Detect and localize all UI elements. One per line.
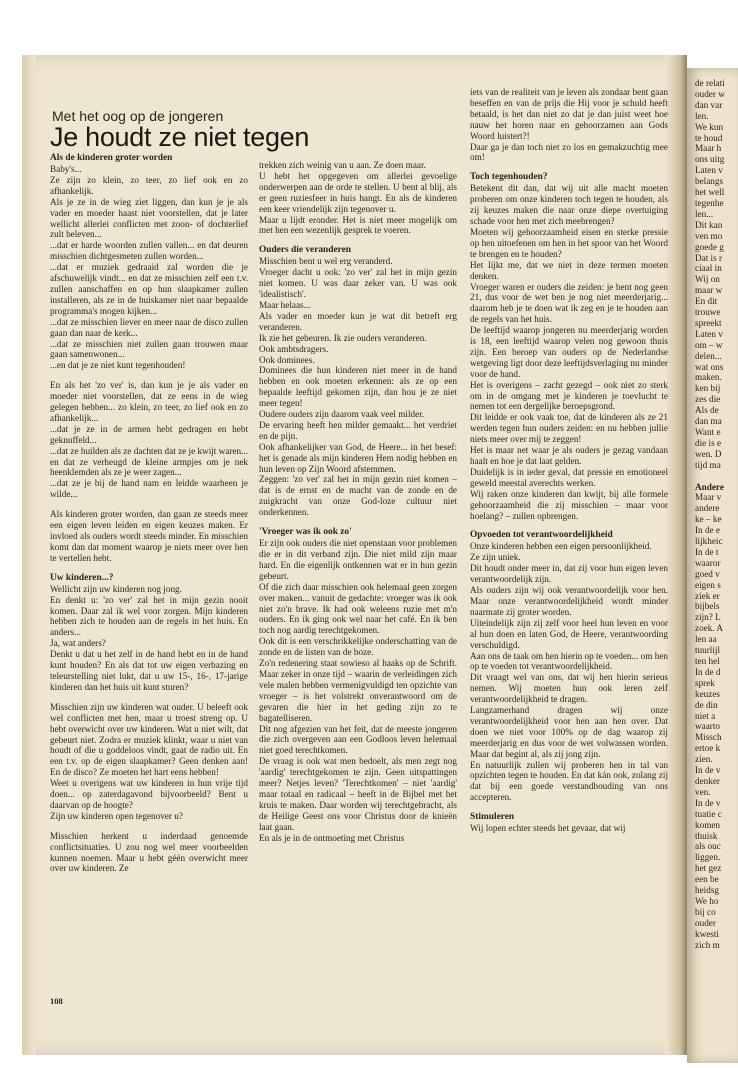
- paragraph: Ook dominees.: [259, 354, 315, 365]
- paragraph: Ook afhankelijker van God, de Heere... in het besef: het is genade als mijn kinderen Hem nodig hebben en hun leven op Zijn Woord afstemmen.: [259, 441, 457, 474]
- paragraph: Het is overigens – zacht gezegd – ook niet zo sterk om in de omgang met je kinderen je toevlucht te nemen tot een dergelijke beroepsgrond.: [470, 379, 668, 412]
- adjacent-text-fragment: ciaal in: [695, 263, 722, 274]
- paragraph: ...dat ze huilden als ze dachten dat ze je kwijt waren... en dat ze verheugd de kleine armpjes om je nek heenklemden als ze je weer zagen...: [50, 445, 248, 478]
- adjacent-text-fragment: Laten v: [695, 328, 723, 339]
- paragraph: Maar helaas...: [259, 299, 311, 310]
- adjacent-text-fragment: In de v: [695, 797, 721, 808]
- section-heading: Stimuleren: [470, 812, 515, 823]
- adjacent-text-fragment: In de v: [695, 765, 721, 776]
- paragraph: Daar ga je dan toch niet zo los en gemakzuchtig mee om!: [470, 141, 668, 163]
- adjacent-text-fragment: om – w: [695, 339, 723, 350]
- adjacent-text-fragment: trouwe: [695, 307, 721, 318]
- paragraph: Dit nog afgezien van het feit, dat de meeste jongeren die zich overgeven aan een Godloos leven helemaal niet goed terechtkomen.: [259, 723, 457, 756]
- section-heading: Opvoeden tot verantwoordelijkheid: [470, 530, 613, 541]
- adjacent-text-fragment: ven.: [695, 786, 711, 797]
- paragraph: En denkt u: 'zo ver' zal het in mijn gezin nooit komen. Daar zal ik wel voor zorgen. Mijn kinderen hebben zich te houden aan de regels in het huis. En anders...: [50, 594, 248, 638]
- adjacent-text-fragment: len...: [695, 208, 714, 219]
- adjacent-text-fragment: te houd: [695, 132, 723, 143]
- page-edge-shadow: [22, 55, 36, 1055]
- paragraph: Ze zijn uniek.: [470, 552, 521, 563]
- adjacent-text-fragment: een be: [695, 874, 719, 885]
- paragraph: En als je in de ontmoeting met Christus: [259, 832, 405, 843]
- article-column-3: [470, 87, 668, 834]
- paragraph: Het is maar net waar je als ouders je gezag vandaan haalt en hoe je dat laat gelden.: [470, 445, 668, 466]
- paragraph: ...dat je ze in de armen hebt gedragen en hebt geknuffeld...: [50, 423, 248, 445]
- paragraph: Onze kinderen hebben een eigen persoonlijkheid.: [470, 541, 652, 552]
- adjacent-text-fragment: sprek: [695, 677, 715, 688]
- adjacent-text-fragment: Dat is r: [695, 252, 723, 263]
- adjacent-text-fragment: len.: [695, 110, 709, 121]
- paragraph: Als kinderen groter worden, dan gaan ze steeds meer een eigen leven leiden en eigen keuzes maken. Er invloed als ouders wordt steeds minder. En misschien komt dan dat moment waarop je niets meer over hen te vertellen hebt.: [50, 509, 248, 563]
- adjacent-text-fragment: Als de: [695, 405, 719, 416]
- adjacent-text-fragment: keuzes: [695, 688, 720, 699]
- paragraph: Baby's...: [50, 164, 82, 174]
- paragraph: Moeten wij gehoorzaamheid eisen en sterke pressie op hen uitoefenen om hen in het spoor van het Woord te brengen en te houden?: [470, 226, 668, 259]
- adjacent-text-fragment: als ouc: [695, 841, 721, 852]
- adjacent-text-fragment: het well: [695, 187, 725, 198]
- adjacent-text-fragment: komen: [695, 819, 721, 830]
- adjacent-heading-fragment: Andere: [695, 481, 724, 492]
- adjacent-text-fragment: de relati: [695, 78, 725, 88]
- paragraph: Duidelijk is in ieder geval, dat pressie en emotioneel geweld meestal averechts werken.: [470, 466, 668, 488]
- adjacent-text-fragment: kwesti: [695, 928, 719, 939]
- article-kicker: Met het oog op de jongeren: [52, 108, 224, 124]
- adjacent-text-fragment: Maar h: [695, 143, 722, 154]
- paragraph: Zijn uw kinderen open tegenover u?: [50, 810, 183, 821]
- adjacent-page-text: [695, 78, 738, 950]
- paragraph: ...dat er muziek gedraaid zal worden die je afschuwelijk vindt... en dat ze misschien zelf een t.v. zullen aanschaffen en op hun slaapkamer zullen installeren, als ze in de huiskamer niet naar bepaalde programma's mogen kijken...: [50, 262, 248, 316]
- paragraph: Misschien zijn uw kinderen wat ouder. U beleeft ook wel conflicten met hen, maar u troest streng op. U hebt overwicht over uw kinderen. Wat u niet wilt, dat gebeurt niet. Zodra er muziek klinkt, waar u niet van houdt of die u goddeloos vindt, gaat de radio uit. En een t.v. op de eigen slaapkamer? Geen denken aan! En de disco? Ze moeten het hart eens hebben!: [50, 701, 248, 778]
- adjacent-text-fragment: goed v: [695, 568, 720, 579]
- adjacent-text-fragment: waarto: [695, 721, 720, 732]
- adjacent-text-fragment: lijkheic: [695, 536, 723, 547]
- adjacent-text-fragment: spreekt: [695, 317, 722, 328]
- paragraph: Ook ambtsdragers.: [259, 343, 329, 354]
- adjacent-text-fragment: Want e: [695, 427, 721, 437]
- paragraph: Langzamerhand dragen wij onze verantwoordelijkheid voor hen aan hen over. Dat doen we niet voor 100% op de dag waarop zij meerderjarig en dus voor de wet volwassen worden. Maar dat begint al, als zij jong zijn.: [470, 705, 668, 759]
- adjacent-text-fragment: Laten v: [695, 165, 723, 176]
- paragraph: Zo'n redenering staat sowieso al haaks op de Schrift. Maar zeker in onze tijd – waarin de verleidingen zich vele malen hebben vermenigvuldigd ten opzichte van vroeger – is het volstrekt onverantwoord om de gevaren die hier in het geding zijn zo te bagatelliseren.: [259, 658, 457, 723]
- paragraph: ...en dat je ze niet kunt tegenhouden!: [50, 360, 186, 371]
- adjacent-text-fragment: het gez: [695, 863, 722, 874]
- paragraph: Als je ze in de wieg ziet liggen, dan kun je je als vader en moeder haast niet voorstellen, dat je later wellicht allerlei conflicten met zoon- of dochterlief zult beleven...: [50, 196, 248, 240]
- adjacent-text-fragment: Wij on: [695, 274, 720, 285]
- adjacent-text-fragment: tuatie c: [695, 808, 722, 819]
- paragraph: Zeggen: 'zo ver' zal het in mijn gezin niet komen – dat is de ernst en de macht van de zonde en de zuigkracht van onze God-loze cultuur niet onderkennen.: [259, 474, 457, 518]
- adjacent-text-fragment: tuurlijl: [695, 645, 721, 656]
- adjacent-text-fragment: ertoe k: [695, 743, 721, 754]
- adjacent-text-fragment: ons uitg: [695, 154, 725, 165]
- paragraph: Wellicht zijn uw kinderen nog jong.: [50, 583, 182, 594]
- adjacent-text-fragment: thuisk: [695, 830, 718, 841]
- paragraph: Uiteindelijk zijn zij zelf voor heel hun leven en voor al hun doen en laten God, de Heere, verantwoording verschuldigd.: [470, 617, 668, 650]
- paragraph: Als vader en moeder kun je wat dit betreft erg veranderen.: [259, 310, 457, 332]
- paragraph: Dit leidde er ook vaak toe, dat de kinderen als ze 21 werden tegen hun ouders zeiden: en nu hebben jullie niets meer over mij te zeggen!: [470, 412, 668, 445]
- paragraph: Ja, wat anders?: [50, 638, 106, 649]
- paragraph: Maar u lijdt eronder. Het is niet meer mogelijk om met hen een wezenlijk gesprek te voeren.: [259, 214, 457, 236]
- adjacent-text-fragment: belangs: [695, 176, 724, 187]
- adjacent-text-fragment: Dit kan: [695, 219, 723, 230]
- adjacent-text-fragment: liggen.: [695, 852, 721, 863]
- article-column-1: [50, 153, 248, 874]
- adjacent-text-fragment: tegenhe: [695, 197, 724, 208]
- paragraph: En natuurlijk zullen wij proberen hen in tal van opzichten tegen te houden. En dat kán ook, zolang zij dat bij een goede verstandhouding van ons accepteren.: [470, 759, 668, 803]
- adjacent-text-fragment: We kun: [695, 121, 724, 132]
- paragraph: iets van de realiteit van je leven als zondaar bent gaan beseffen en van de prijs die Hij voor je schuld heeft betaald, is het dan niet zo dat je dan juist weet hoe nauw het horen naar en gehoorzamen aan Gods Woord luistert?!: [470, 87, 668, 141]
- adjacent-text-fragment: goede g: [695, 241, 724, 252]
- section-heading: Uw kinderen...?: [50, 572, 114, 583]
- paragraph: De leeftijd waarop jongeren nu meerderjarig worden is 18, een leeftijd waarop velen nog gewoon thuis zijn. Een beroep van ouders op de Nederlandse wetgeving ligt door deze leeftijdsverlaging nu minder voor de hand.: [470, 325, 668, 379]
- paragraph: Wij raken onze kinderen dan kwijt, bij alle formele gehoorzaamheid die zij misschien – maar voor hoelang? – zullen opbrengen.: [470, 488, 668, 521]
- adjacent-text-fragment: Maar v: [695, 492, 722, 503]
- adjacent-text-fragment: ouder w: [695, 88, 725, 99]
- paragraph: Misschien bent u wel erg veranderd.: [259, 256, 393, 267]
- paragraph: Betekent dit dan, dat wij uit alle macht moeten proberen om onze kinderen toch tegen te houden, als zij keuzes maken die naar onze diepe overtuiging schade voor hen met zich meebrengen?: [470, 183, 668, 227]
- adjacent-text-fragment: ziek er: [695, 590, 720, 601]
- paragraph: En als het 'zo ver' is, dan kun je je als vader en moeder niet voorstellen, dat ze eens in de wieg gelegen hebben... zo klein, zo teer, zo lief ook en zo afhankelijk...: [50, 380, 248, 423]
- paragraph: ...dat ze misschien liever en meer naar de disco zullen gaan dan naar de kerk...: [50, 316, 248, 338]
- adjacent-text-fragment: bij co: [695, 906, 716, 917]
- section-heading: 'Vroeger was ik ook zo': [259, 527, 352, 538]
- adjacent-text-fragment: wat ons: [695, 361, 724, 372]
- adjacent-text-fragment: ten hel: [695, 656, 720, 667]
- paragraph: Of die zich daar misschien ook helemaal geen zorgen over maken... vanuit de gedachte: vroeger was ik ook niet zo'n brave. Ik had ook weleens ruzie met m'n ouders. En ik ging ook wel naar het café. En ik ben toch nog aardig terechtgekomen.: [259, 581, 457, 636]
- paragraph: Misschien herkent u inderdaad genoemde conflictsituaties. U zou nog wel meer voorbeelden kunnen noemen. Maar u hebt géén overwicht meer over uw kinderen. Ze: [50, 830, 248, 874]
- adjacent-text-fragment: ke – ke: [695, 514, 722, 525]
- adjacent-text-fragment: zich m: [695, 939, 720, 950]
- adjacent-text-fragment: Missch: [695, 732, 722, 743]
- adjacent-text-fragment: ken bij: [695, 383, 721, 394]
- article-title: Je houdt ze niet tegen: [50, 122, 310, 152]
- adjacent-text-fragment: wen. D: [695, 448, 722, 459]
- adjacent-text-fragment: dan var: [695, 99, 723, 110]
- adjacent-text-fragment: En dit: [695, 296, 718, 307]
- section-heading: Als de kinderen groter worden: [50, 153, 173, 163]
- paragraph: Dit houdt onder meer in, dat zij voor hun eigen leven verantwoordelijk zijn.: [470, 563, 668, 585]
- paragraph: ...dat ze je bij de hand nam en leidde waarheen je wilde...: [50, 478, 248, 500]
- article-column-2: [259, 160, 457, 843]
- paragraph: U hebt het opgegeven om allerlei gevoelige onderwerpen aan de orde te stellen. U bent al blij, als er geen ruziesfeer in huis hangt. En als de kinderen een keer vriendelijk zijn tegenover u.: [259, 170, 457, 214]
- adjacent-text-fragment: tijd ma: [695, 459, 721, 470]
- adjacent-text-fragment: ven mo: [695, 230, 723, 241]
- paragraph: De vraag is ook wat men bedoelt, als men zegt nog 'aardig' terechtgekomen te zijn. Geen uitspattingen meer? Netjes leven? 'Terechtkomen' – niet 'aardig' maar totaal en radicaal – heeft in de Bijbel met het kruis te maken. Daar worden wij terechtgebracht, als de Heilige Geest ons voor Christus door de knieën laat gaan.: [259, 756, 457, 832]
- adjacent-text-fragment: We ho: [695, 895, 719, 906]
- paragraph: Het lijkt me, dat we niet in deze termen moeten denken.: [470, 259, 668, 281]
- paragraph: trekken zich weinig van u aan. Ze doen maar.: [259, 160, 426, 170]
- paragraph: Er zijn ook ouders die niet openstaan voor problemen die er in dit verband zijn. Die niet mild zijn maar hard. En die eigenlijk ontkennen wat er in hun gezin gebeurt.: [259, 538, 457, 581]
- paragraph: Dominees die hun kinderen niet meer in de hand hebben en ook moeten erkennen: als ze op een bepaalde leeftijd gekomen zijn, dan hou je ze niet meer tegen!: [259, 365, 457, 409]
- paragraph: Vroeger waren er ouders die zeiden: je bent nog geen 21, dus voor de wet ben je nog niet meerderjarig... daarom heb je te doen wat ik zeg en je te houden aan de regels van het huis.: [470, 281, 668, 325]
- adjacent-text-fragment: [695, 471, 738, 482]
- adjacent-text-fragment: bijbels: [695, 601, 720, 612]
- paragraph: Als ouders zijn wij ook verantwoordelijk voor hen. Maar onze verantwoordelijkheid wordt minder naarmate zij groter worden.: [470, 585, 668, 617]
- paragraph: ...dat ze misschien niet zullen gaan trouwen maar gaan samenwonen...: [50, 338, 248, 360]
- adjacent-text-fragment: heidsg: [695, 885, 719, 896]
- page-gutter-shadow: [665, 55, 687, 1055]
- paragraph: Ook dit is een verschrikkelijke onderschatting van de zonde en de listen van de boze.: [259, 636, 457, 658]
- paragraph: De ervaring heeft hen milder gemaakt... het verdriet en de pijn.: [259, 419, 457, 441]
- adjacent-text-fragment: In de d: [695, 666, 721, 677]
- adjacent-text-fragment: ouder: [695, 917, 716, 928]
- adjacent-text-fragment: zoek. A: [695, 623, 724, 634]
- adjacent-text-fragment: andere: [695, 503, 720, 514]
- paragraph: ...dat er harde woorden zullen vallen... en dat deuren misschien dichtgesmeten zullen worden...: [50, 240, 248, 262]
- adjacent-text-fragment: In de e: [695, 525, 720, 536]
- adjacent-text-fragment: eigen s: [695, 579, 721, 590]
- paragraph: Oudere ouders zijn daarom vaak veel milder.: [259, 409, 425, 420]
- adjacent-text-fragment: delen...: [695, 350, 722, 361]
- adjacent-text-fragment: de din: [695, 699, 718, 710]
- adjacent-text-fragment: niet a: [695, 710, 716, 721]
- section-heading: Toch tegenhouden?: [470, 172, 548, 183]
- adjacent-text-fragment: zes die: [695, 394, 721, 405]
- paragraph: Denkt u dat u het zelf in de hand hebt en in de hand kunt houden? En als dat tot uw eigen verbazing en teleurstelling niet lukt, dat u uw 15-, 16-, 17-jarige kinderen dan het huis uit kunt sturen?: [50, 649, 248, 692]
- adjacent-text-fragment: denker: [695, 775, 720, 786]
- adjacent-text-fragment: maar w: [695, 285, 723, 296]
- paragraph: Ze zijn zo klein, zo teer, zo lief ook en zo afhankelijk.: [50, 174, 248, 196]
- adjacent-text-fragment: dan ma: [695, 416, 722, 427]
- page-number: 108: [50, 996, 63, 1006]
- adjacent-text-fragment: zien.: [695, 754, 713, 765]
- adjacent-page: [687, 68, 738, 1063]
- paragraph: Dit vraagt wel van ons, dat wij hen hierin serieus nemen. Wij moeten hun ook leren zelf verantwoordelijkheid te dragen.: [470, 672, 668, 705]
- paragraph: Vroeger dacht u ook: 'zo ver' zal het in mijn gezin niet komen. U was daar zeker van. U was ook 'idealistisch'.: [259, 267, 457, 300]
- adjacent-text-fragment: waaror: [695, 557, 721, 568]
- paragraph: Wij lopen echter steeds het gevaar, dat wij: [470, 823, 626, 834]
- adjacent-text-fragment: die is e: [695, 437, 722, 448]
- adjacent-text-fragment: In de t: [695, 546, 719, 557]
- adjacent-text-fragment: zijn? L: [695, 612, 721, 623]
- adjacent-text-fragment: maken.: [695, 372, 722, 383]
- paragraph: Ik zie het gebeuren. Ik zie ouders veranderen.: [259, 332, 427, 343]
- paragraph: Aan ons de taak om hen hierin op te voeden... om hen op te voeden tot verantwoordelijkheid.: [470, 650, 668, 672]
- section-heading: Ouders die veranderen: [259, 245, 352, 256]
- paragraph: Weet u overigens wat uw kinderen in hun vrije tijd doen... op zaterdagavond bijvoorbeeld? Bent u daarvan op de hoogte?: [50, 778, 248, 810]
- adjacent-text-fragment: len aa: [695, 634, 717, 645]
